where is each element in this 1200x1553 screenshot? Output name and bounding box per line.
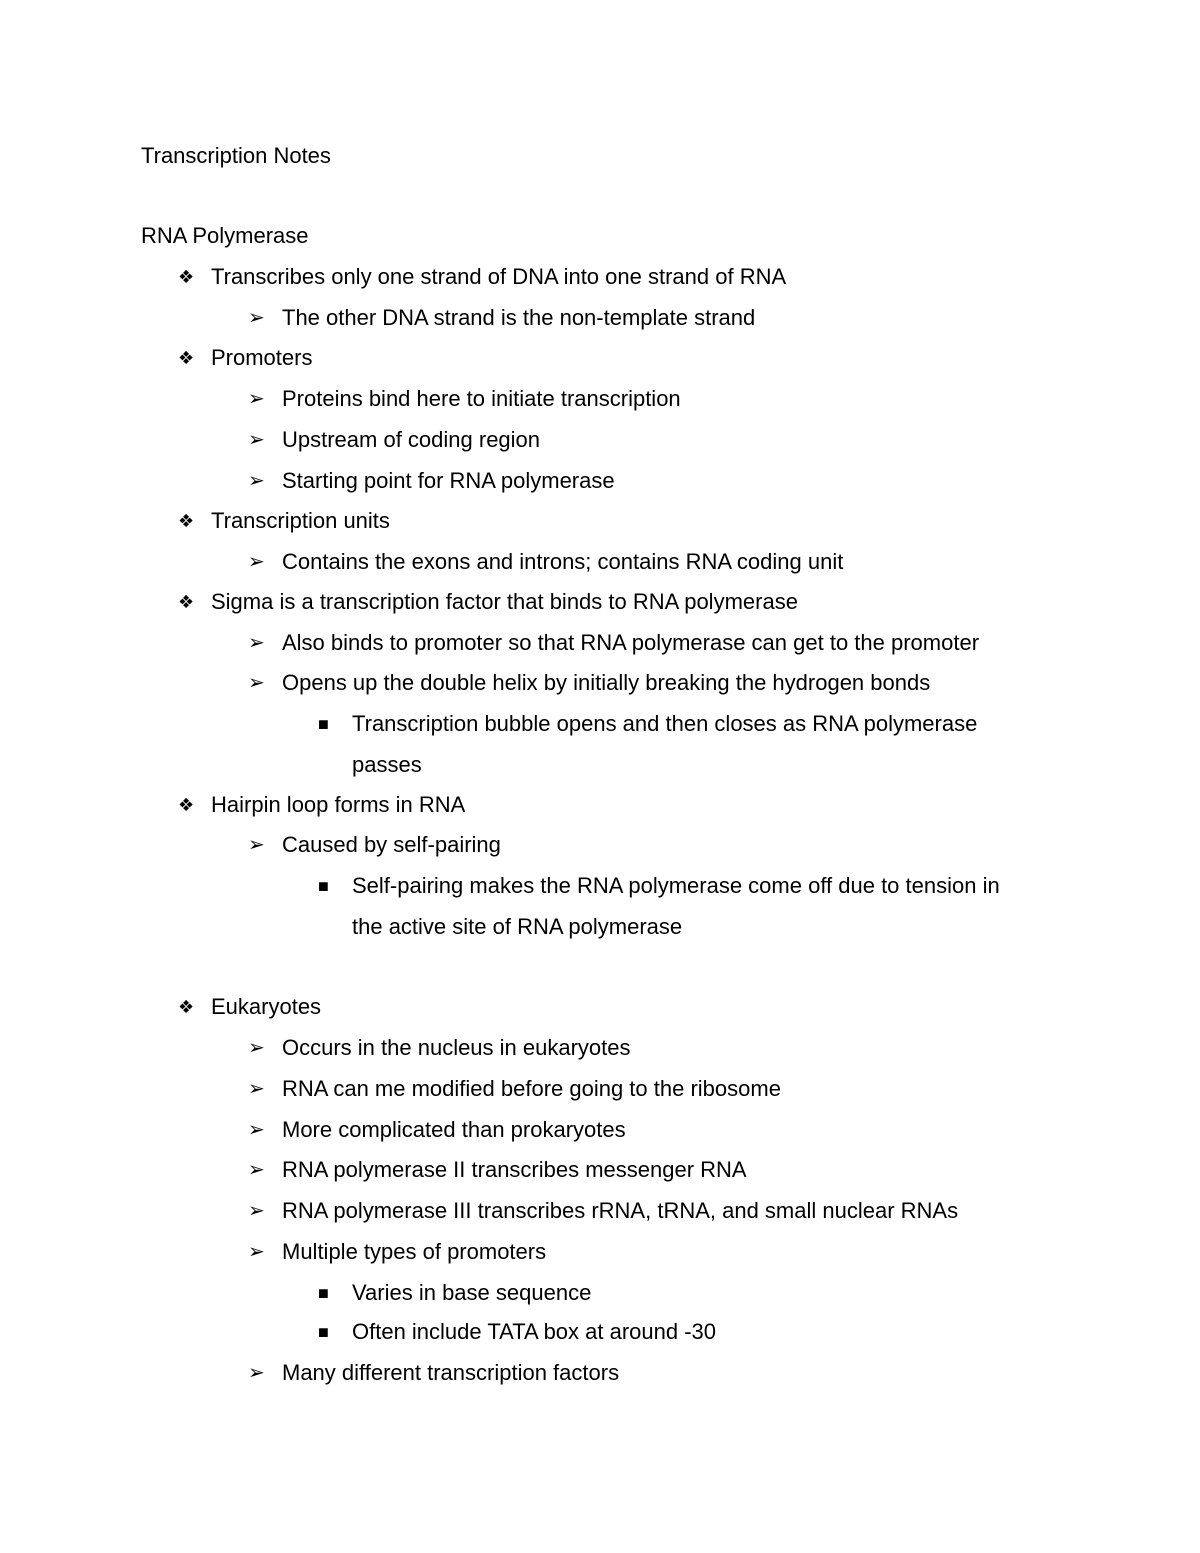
diamond-bullet-icon: ❖ — [178, 592, 195, 612]
list-item: Eukaryotes — [211, 994, 322, 1019]
list-item: Upstream of coding region — [282, 427, 541, 452]
list-item: RNA polymerase III transcribes rRNA, tRNA, and small nuclear RNAs — [282, 1198, 959, 1223]
diamond-bullet-icon: ❖ — [178, 997, 195, 1017]
list-item: Occurs in the nucleus in eukaryotes — [282, 1035, 631, 1060]
list-item: Transcription bubble opens and then closes as RNA polymerase — [352, 711, 978, 736]
list-item: The other DNA strand is the non-template strand — [282, 305, 756, 330]
arrow-bullet-icon: ➢ — [248, 672, 265, 694]
square-bullet-icon: ■ — [318, 1322, 329, 1342]
list-item: Many different transcription factors — [282, 1360, 620, 1385]
list-item: Opens up the double helix by initially breaking the hydrogen bonds — [282, 670, 931, 695]
arrow-bullet-icon: ➢ — [248, 834, 265, 856]
list-item: Transcribes only one strand of DNA into one strand of RNA — [211, 264, 787, 289]
square-bullet-icon: ■ — [318, 1283, 329, 1303]
arrow-bullet-icon: ➢ — [248, 429, 265, 451]
section-heading: RNA Polymerase — [141, 223, 309, 248]
list-item: Multiple types of promoters — [282, 1239, 547, 1264]
arrow-bullet-icon: ➢ — [248, 1200, 265, 1222]
arrow-bullet-icon: ➢ — [248, 1362, 265, 1384]
arrow-bullet-icon: ➢ — [248, 1241, 265, 1263]
arrow-bullet-icon: ➢ — [248, 307, 265, 329]
list-item: Self-pairing makes the RNA polymerase come off due to tension in — [352, 873, 1000, 898]
list-item: Also binds to promoter so that RNA polymerase can get to the promoter — [282, 630, 980, 655]
list-item: Sigma is a transcription factor that binds to RNA polymerase — [211, 589, 798, 614]
list-item: Caused by self-pairing — [282, 832, 501, 857]
arrow-bullet-icon: ➢ — [248, 551, 265, 573]
arrow-bullet-icon: ➢ — [248, 632, 265, 654]
arrow-bullet-icon: ➢ — [248, 1159, 265, 1181]
list-item: More complicated than prokaryotes — [282, 1117, 626, 1142]
arrow-bullet-icon: ➢ — [248, 1078, 265, 1100]
arrow-bullet-icon: ➢ — [248, 1119, 265, 1141]
list-item: Contains the exons and introns; contains RNA coding unit — [282, 549, 844, 574]
list-item: Hairpin loop forms in RNA — [211, 792, 466, 817]
square-bullet-icon: ■ — [318, 714, 329, 734]
square-bullet-icon: ■ — [318, 876, 329, 896]
arrow-bullet-icon: ➢ — [248, 1037, 265, 1059]
document-title: Transcription Notes — [141, 143, 331, 168]
list-item: Varies in base sequence — [352, 1280, 592, 1305]
list-item-continuation: the active site of RNA polymerase — [352, 914, 683, 939]
list-item: Promoters — [211, 345, 313, 370]
arrow-bullet-icon: ➢ — [248, 388, 265, 410]
list-item: Starting point for RNA polymerase — [282, 468, 615, 493]
list-item: Transcription units — [211, 508, 390, 533]
list-item-continuation: passes — [352, 752, 422, 777]
diamond-bullet-icon: ❖ — [178, 511, 195, 531]
list-item: RNA polymerase II transcribes messenger RNA — [282, 1157, 747, 1182]
list-item: RNA can me modified before going to the ribosome — [282, 1076, 781, 1101]
diamond-bullet-icon: ❖ — [178, 348, 195, 368]
diamond-bullet-icon: ❖ — [178, 267, 195, 287]
list-item: Often include TATA box at around -30 — [352, 1319, 717, 1344]
diamond-bullet-icon: ❖ — [178, 795, 195, 815]
list-item: Proteins bind here to initiate transcription — [282, 386, 681, 411]
arrow-bullet-icon: ➢ — [248, 470, 265, 492]
